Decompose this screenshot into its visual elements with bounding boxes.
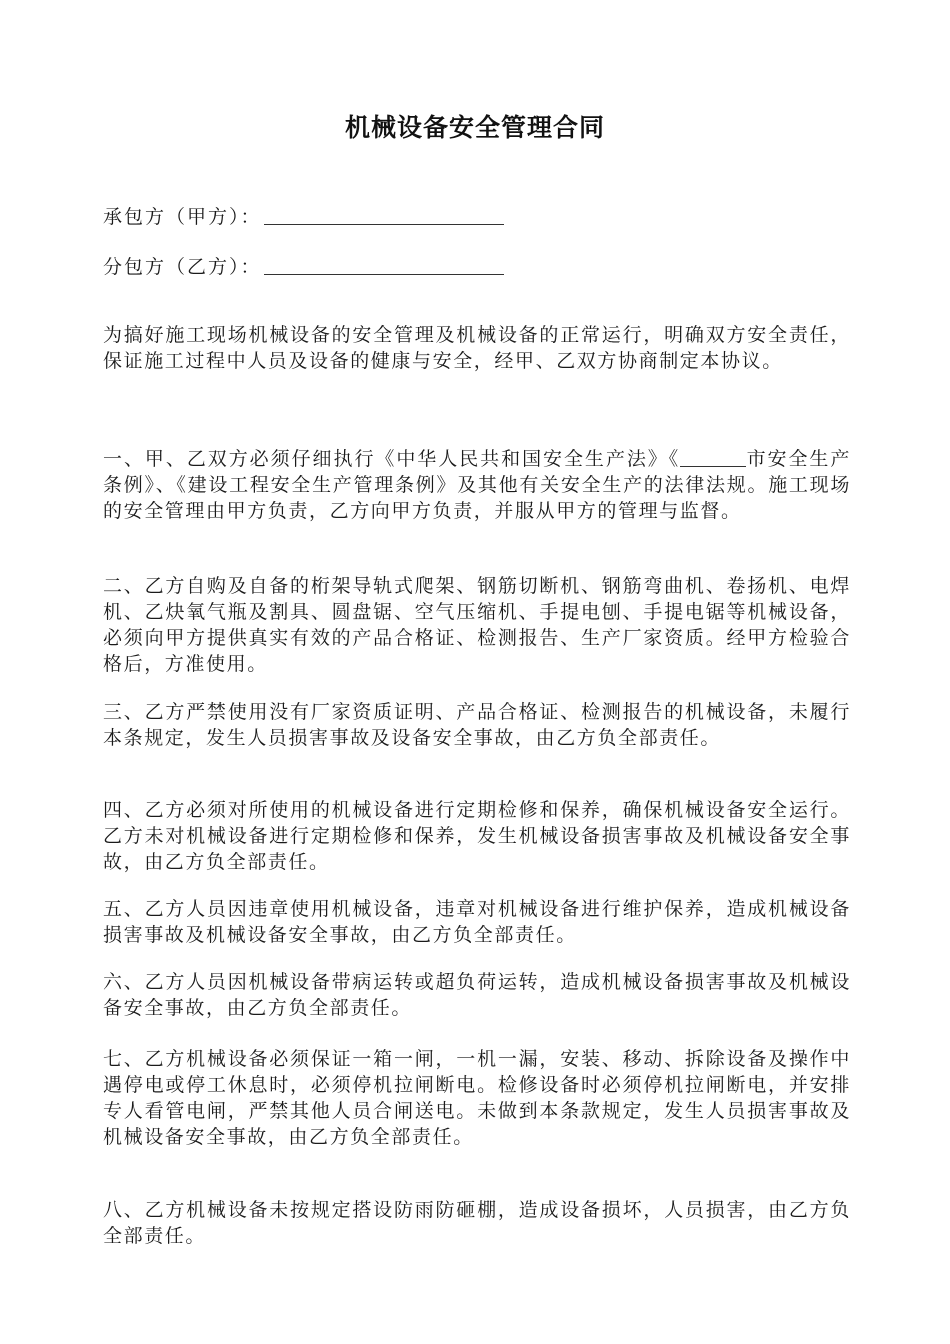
party-a-label: 承包方（甲方）： [103,206,262,228]
clause-4: 四、乙方必须对所使用的机械设备进行定期检修和保养，确保机械设备安全运行。乙方未对机械设备进行定期检修和保养，发生机械设备损害事故及机械设备安全事故，由乙方负全部责任。 [103,799,851,873]
clause-1-text-after: 市安全生产条例》、《建设工程安全生产管理条例》及其他有关安全生产的法律法规。施工现场的安全管理由甲方负责，乙方向甲方负责，并服从甲方的管理与监督。 [103,448,851,522]
party-a-line [103,202,504,229]
clause-1 [103,446,851,524]
party-a-blank [264,206,504,225]
clause-1-text-before: 一、甲、乙双方必须仔细执行《中华人民共和国安全生产法》《 [103,448,681,470]
intro-paragraph: 为搞好施工现场机械设备的安全管理及机械设备的正常运行，明确双方安全责任，保证施工过程中人员及设备的健康与安全，经甲、乙双方协商制定本协议。 [103,324,851,372]
clause-5: 五、乙方人员因违章使用机械设备，违章对机械设备进行维护保养，造成机械设备损害事故及机械设备安全事故，由乙方负全部责任。 [103,898,851,946]
clause-7: 七、乙方机械设备必须保证一箱一闸，一机一漏，安装、移动、拆除设备及操作中遇停电或停工休息时，必须停机拉闸断电。检修设备时必须停机拉闸断电，并安排专人看管电闸，严禁其他人员合闸送电。未做到本条款规定，发生人员损害事故及机械设备安全事故，由乙方负全部责任。 [103,1048,851,1148]
clause-2: 二、乙方自购及自备的桁架导轨式爬架、钢筋切断机、钢筋弯曲机、卷扬机、电焊机、乙炔氧气瓶及割具、圆盘锯、空气压缩机、手提电刨、手提电锯等机械设备，必须向甲方提供真实有效的产品合格证、检测报告、生产厂家资质。经甲方检验合格后，方准使用。 [103,575,851,675]
party-b-blank [264,256,504,275]
party-b-label: 分包方（乙方）： [103,256,262,278]
clause-8: 八、乙方机械设备未按规定搭设防雨防砸棚，造成设备损坏，人员损害，由乙方负全部责任。 [103,1199,851,1247]
party-b-line [103,252,504,279]
clause-3: 三、乙方严禁使用没有厂家资质证明、产品合格证、检测报告的机械设备，未履行本条规定，发生人员损害事故及设备安全事故，由乙方负全部责任。 [103,701,851,749]
city-blank [680,448,746,467]
document-title: 机械设备安全管理合同 [344,113,605,142]
clause-6: 六、乙方人员因机械设备带病运转或超负荷运转，造成机械设备损害事故及机械设备安全事故，由乙方负全部责任。 [103,971,851,1019]
